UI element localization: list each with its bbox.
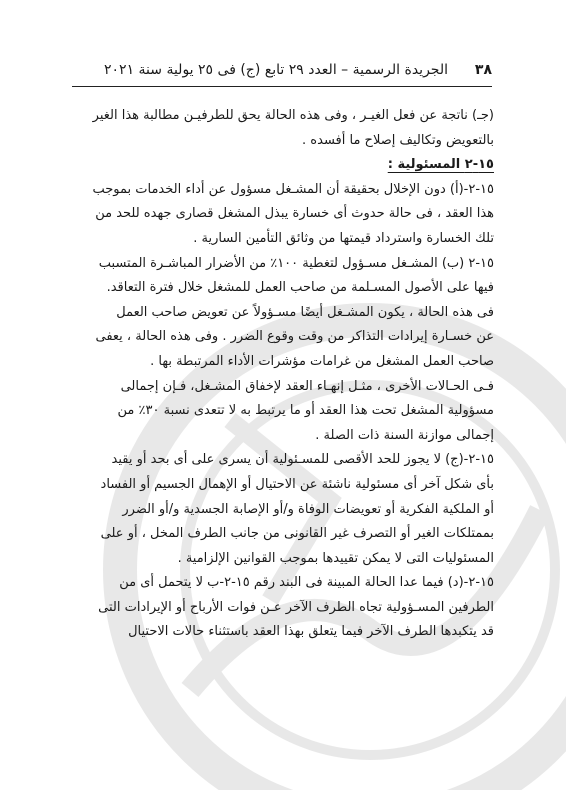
text-line: بأى شكل آخر أى مسئولية ناشئة عن الاحتيال أو الإهمال الجسيم أو الفساد	[100, 476, 494, 492]
page-number: ٣٨	[474, 62, 492, 78]
text-line: بالتعويض وتكاليف إصلاح ما أفسده .	[302, 132, 494, 148]
text-line: (جـ) ناتجة عن فعل الغيـر ، وفى هذه الحالة يحق للطرفيـن مطالبة هذا الغير	[92, 108, 494, 123]
page-header	[72, 58, 492, 82]
text-line: فـى الحـالات الأخرى ، مثـل إنهـاء العقد لإخفاق المشـغل، فـإن إجمالى	[120, 378, 494, 394]
document-body	[76, 104, 494, 645]
gazette-title: الجريدة الرسمية – العدد ٢٩ تابع (ج) فى ٢٥ يولية سنة ٢٠٢١	[104, 62, 448, 78]
text-line: بممتلكات الغير أو التصرف غير القانونى من جانب الطرف المخل ، أو على	[100, 526, 494, 542]
text-line: قد يتكبدها الطرف الآخر فيما يتعلق بهذا العقد باستثناء حالات الاحتيال	[128, 624, 494, 640]
text-line: ١٥-٢-(ج) لا يجوز للحد الأقصى للمسـئولية أن يسرى على أى بحد أو يقيد	[111, 452, 494, 468]
text-line: إجمالى موازنة السنة ذات الصلة .	[315, 427, 494, 443]
text-line: ١٥-٢-(د) فيما عدا الحالة المبينة فى البند رقم ١٥-٢-ب لا يتحمل أى من	[119, 575, 494, 591]
text-line: مسؤولية المشغل تحت هذا العقد أو ما يرتبط به لا تتعدى نسبة ٣٠٪ من	[117, 403, 494, 419]
text-line: المسئوليات التى لا يمكن تقييدها بموجب القوانين الإلزامية .	[177, 550, 494, 566]
text-line: صاحب العمل المشغل من غرامات مؤشرات الأداء المرتبطة بها .	[150, 353, 494, 369]
text-line: أو الملكية الفكرية أو تعويضات الوفاة و/أو الإصابة الجسدية و/أو الضرر	[122, 501, 494, 517]
text-line: فيها على الأصول المسـلمة من صاحب العمل للمشغل خلال فترة التعاقد.	[106, 280, 494, 296]
text-line: عن خسـارة إيرادات التذاكر من وقت وقوع الضرر . وفى هذه الحالة ، يعفى	[95, 329, 494, 345]
text-line: ١٥-٢-(أ) دون الإخلال بحقيقة أن المشـغل مسؤول عن أداء الخدمات بموجب	[92, 181, 494, 197]
text-line: الطرفين المسـؤولية تجاه الطرف الآخر عـن فوات الأرباح أو الإيرادات التى	[98, 599, 494, 615]
text-line: هذا العقد ، فى حالة حدوث أى خسارة يبذل المشغل قصارى جهده للحد من	[95, 206, 494, 222]
section-heading	[76, 153, 494, 178]
text-line: ١٥-٢ (ب) المشـغل مسـؤول لتغطية ١٠٠٪ من الأضرار المباشـرة المتسبب	[98, 255, 494, 271]
text-line: تلك الخسارة واسترداد قيمتها من وثائق التأمين السارية .	[193, 230, 494, 246]
header-divider	[72, 86, 492, 87]
text-line: فى هذه الحالة ، يكون المشـغل أيضًا مسـؤولاً عن تعويض صاحب العمل	[116, 304, 494, 320]
section-heading-text: ١٥-٢ المسئولية :	[387, 157, 494, 173]
